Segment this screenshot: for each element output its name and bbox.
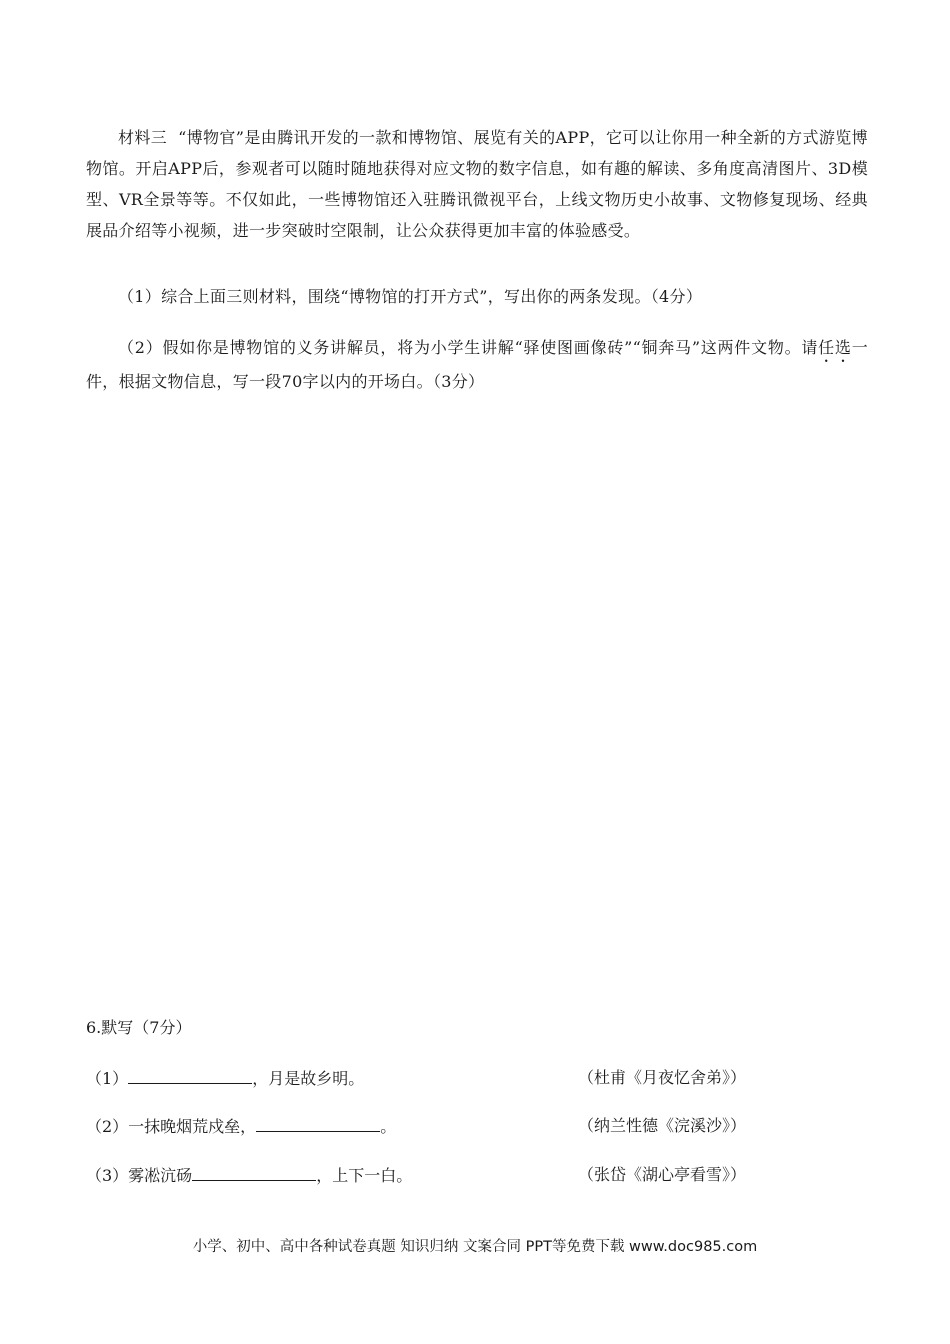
question-2-after: 一件，根据文物信息，写一段70字以内的开场白。（3分） [86, 338, 868, 391]
dictation-blank-2[interactable] [256, 1114, 380, 1132]
dictation-item-1 [86, 1066, 786, 1090]
dictation-item-1-suffix: ，月是故乡明。 [252, 1069, 365, 1088]
dictation-item-2 [86, 1114, 786, 1138]
material-text: “博物官”是由腾讯开发的一款和博物馆、展览有关的APP，它可以让你用一种全新的方式游览博物馆。开启APP后，参观者可以随时随地获得对应文物的数字信息，如有趣的解读、多角度高清图片、3D模型、VR全景等等。不仅如此，一些博物馆还入驻腾讯微视平台，上线文物历史小故事、文物修复现场、经典展品介绍等小视频，进一步突破时空限制，让公众获得更加丰富的体验感受。 [86, 128, 868, 240]
dictation-blank-3[interactable] [192, 1163, 316, 1181]
question-2 [86, 332, 868, 397]
dictation-item-1-source: （杜甫《月夜忆舍弟》） [578, 1068, 747, 1087]
dictation-item-1-prefix: （1） [86, 1069, 129, 1088]
footer-banner: 小学、初中、高中各种试卷真题 知识归纳 文案合同 PPT等免费下载 www.doc985.com [192, 1239, 758, 1255]
dictation-item-3-suffix: ，上下一白。 [316, 1166, 413, 1185]
dictation-item-3-prefix: （3）雾凇沆砀 [86, 1166, 193, 1185]
question-2-emphasis: 任选 [818, 338, 852, 357]
question-2-before: （2）假如你是博物馆的义务讲解员，将为小学生讲解“驿使图画像砖”“铜奔马”这两件文物。请 [118, 338, 819, 357]
dictation-item-3-source: （张岱《湖心亭看雪》） [578, 1165, 747, 1184]
material-three-paragraph [86, 122, 868, 246]
dictation-item-3 [86, 1163, 786, 1187]
dictation-blank-1[interactable] [128, 1066, 252, 1084]
dictation-item-2-prefix: （2）一抹晚烟荒戍垒， [86, 1117, 257, 1136]
dictation-item-2-source: （纳兰性德《浣溪沙》） [578, 1116, 747, 1135]
dictation-item-2-suffix: 。 [380, 1117, 397, 1136]
material-label: 材料三 [118, 128, 168, 147]
section-6-title: 6.默写（7分） [86, 1018, 192, 1037]
question-1: （1）综合上面三则材料，围绕“博物馆的打开方式”，写出你的两条发现。（4分） [118, 287, 703, 306]
